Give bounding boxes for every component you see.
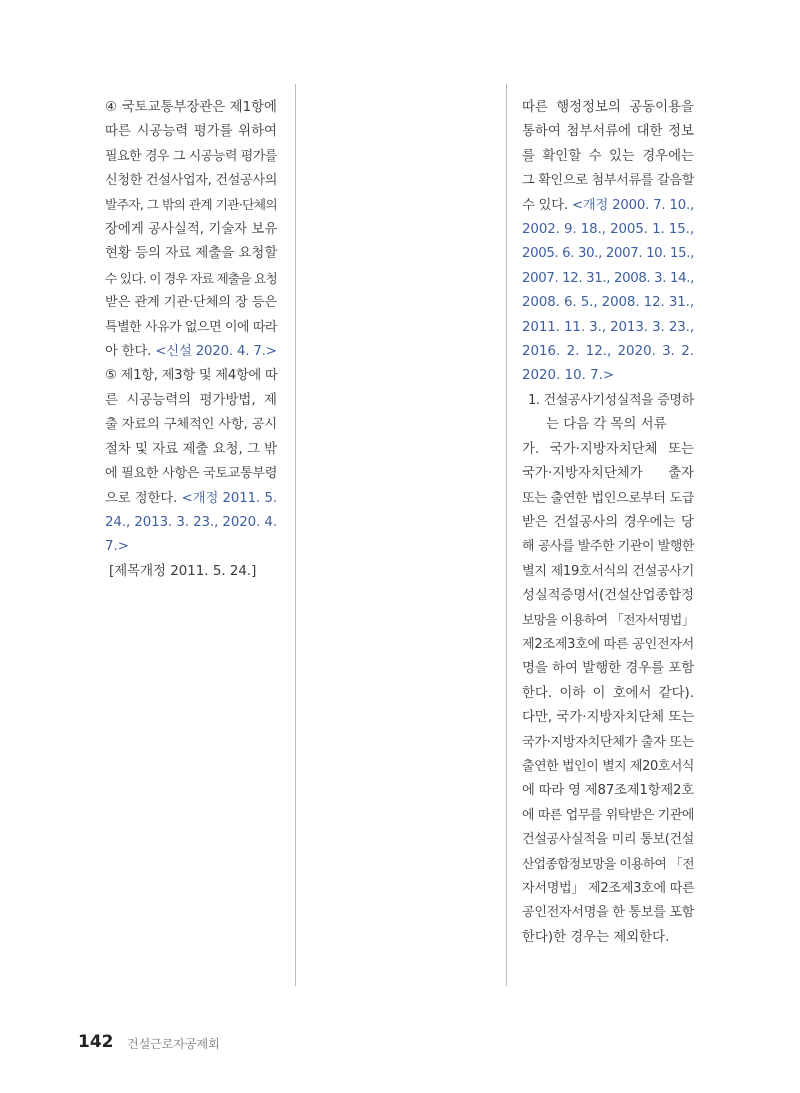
text-line: 다만, 국가·지방자치단체 또는 <box>522 710 695 726</box>
amendment-ref: 2008. 6. 5., 2008. 12. 31., <box>522 295 694 311</box>
text-line: 따른 행정정보의 공동이용을 <box>522 100 694 115</box>
text-line: 받은 건설공사의 경우에는 당 <box>522 514 694 530</box>
text-line <box>522 194 694 218</box>
text-line: 받은 관계 기관·단체의 장 등은 <box>105 295 277 311</box>
text-fragment: 수 있다. <box>522 197 568 213</box>
text-line: 에 필요한 사항은 국토교통부령 <box>105 466 278 482</box>
text-line <box>105 340 277 364</box>
text-line: 국가·지방자치단체가 출자 또는 <box>522 734 695 750</box>
text-line: 자서명법」 제2조제3호에 따른 <box>522 881 695 896</box>
text-line <box>105 487 277 511</box>
text-line: 별지 제19호서식의 건설공사기 <box>522 563 694 579</box>
publisher-name: 건설근로자공제회 <box>127 1037 220 1051</box>
text-line: 산업종합정보망을 이용하여 「전 <box>522 856 694 872</box>
amendment-ref: 2002. 9. 18., 2005. 1. 15., <box>522 222 694 238</box>
amendment-ref: 7.> <box>105 539 129 555</box>
right-column-rule <box>506 84 507 986</box>
text-line: 따른 시공능력 평가를 위하여 <box>105 124 277 140</box>
left-column-rule <box>295 84 296 986</box>
text-line: 필요한 경우 그 시공능력 평가를 <box>105 148 277 164</box>
text-line: 한다. 이하 이 호에서 같다). <box>522 685 694 701</box>
text-line: 제2조제3호에 따른 공인전자서 <box>522 636 694 652</box>
text-line: 그 확인으로 첨부서류를 갈음할 <box>522 173 695 189</box>
amendment-ref: 24., 2013. 3. 23., 2020. 4. <box>105 514 277 530</box>
text-line: 성실적증명서(건설산업종합정 <box>522 588 694 604</box>
text-line: 신청한 건설사업자, 건설공사의 <box>105 173 278 189</box>
text-line: 통하여 첨부서류에 대한 정보 <box>522 124 694 140</box>
text-line: 출연한 법인이 별지 제20호서식 <box>522 758 694 774</box>
page-number: 142 <box>78 1032 114 1052</box>
text-line: 국가·지방자치단체가 출자 <box>522 466 694 482</box>
text-line: 절차 및 자료 제출 요청, 그 밖 <box>105 441 278 457</box>
amendment-ref: 2011. 11. 3., 2013. 3. 23., <box>522 319 694 335</box>
text-line: 명을 하여 발행한 경우를 포함 <box>522 661 695 677</box>
text-line: 건설공사실적을 미리 통보(건설 <box>522 832 694 848</box>
text-line: ④ 국토교통부장관은 제1항에 <box>105 100 277 115</box>
amendment-ref: <신설 2020. 4. 7.> <box>155 344 277 360</box>
text-line: 또는 출연한 법인으로부터 도급 <box>522 490 695 506</box>
title-note: [제목개정 2011. 5. 24.] <box>109 563 257 579</box>
text-line: 발주자, 그 밖의 관계 기관·단체의 <box>105 197 277 213</box>
text-line: 출 자료의 구체적인 사항, 공시 <box>105 417 277 433</box>
text-line: 특별한 사유가 없으면 이에 따라 <box>105 319 277 335</box>
text-line: 수 있다. 이 경우 자료 제출을 요청 <box>105 270 277 286</box>
text-line: 한다)한 경우는 제외한다. <box>522 929 670 945</box>
text-line: 에 따라 영 제87조제1항제2호 <box>522 783 694 799</box>
text-line: 현황 등의 자료 제출을 요청할 <box>105 246 278 262</box>
text-fragment: 아 한다. <box>105 344 152 360</box>
text-line: 른 시공능력의 평가방법, 제 <box>105 392 277 408</box>
amendment-ref: 2020. 10. 7.> <box>522 368 615 384</box>
text-line: 에 따른 업무를 위탁받은 기관에 <box>522 807 694 823</box>
amendment-ref: 2016. 2. 12., 2020. 3. 2. <box>522 344 694 360</box>
text-line: 해 공사를 발주한 기관이 발행한 <box>522 539 694 555</box>
amendment-ref: 2005. 6. 30., 2007. 10. 15., <box>522 246 694 262</box>
list-item-1-cont: 는 다음 각 목의 서류 <box>546 417 667 433</box>
text-line: 보망을 이용하여 「전자서명법」 <box>522 612 694 628</box>
left-column <box>105 96 277 584</box>
text-fragment: 으로 정한다. <box>105 490 178 506</box>
text-line: 가. 국가·지방자치단체 또는 <box>522 441 694 457</box>
text-line: ⑤ 제1항, 제3항 및 제4항에 따 <box>105 368 278 384</box>
text-line: 장에게 공사실적, 기술자 보유 <box>105 222 278 238</box>
amendment-ref: <개정 2000. 7. 10., <box>572 197 695 213</box>
amendment-ref: <개정 2011. 5. <box>181 490 278 506</box>
text-line: 공인전자서명을 한 통보를 포함 <box>522 905 695 921</box>
list-item-1: 1. 건설공사기성실적을 증명하 <box>528 392 694 408</box>
right-column <box>522 96 694 950</box>
amendment-ref: 2007. 12. 31., 2008. 3. 14., <box>522 270 694 286</box>
text-line: 를 확인할 수 있는 경우에는 <box>522 148 694 164</box>
